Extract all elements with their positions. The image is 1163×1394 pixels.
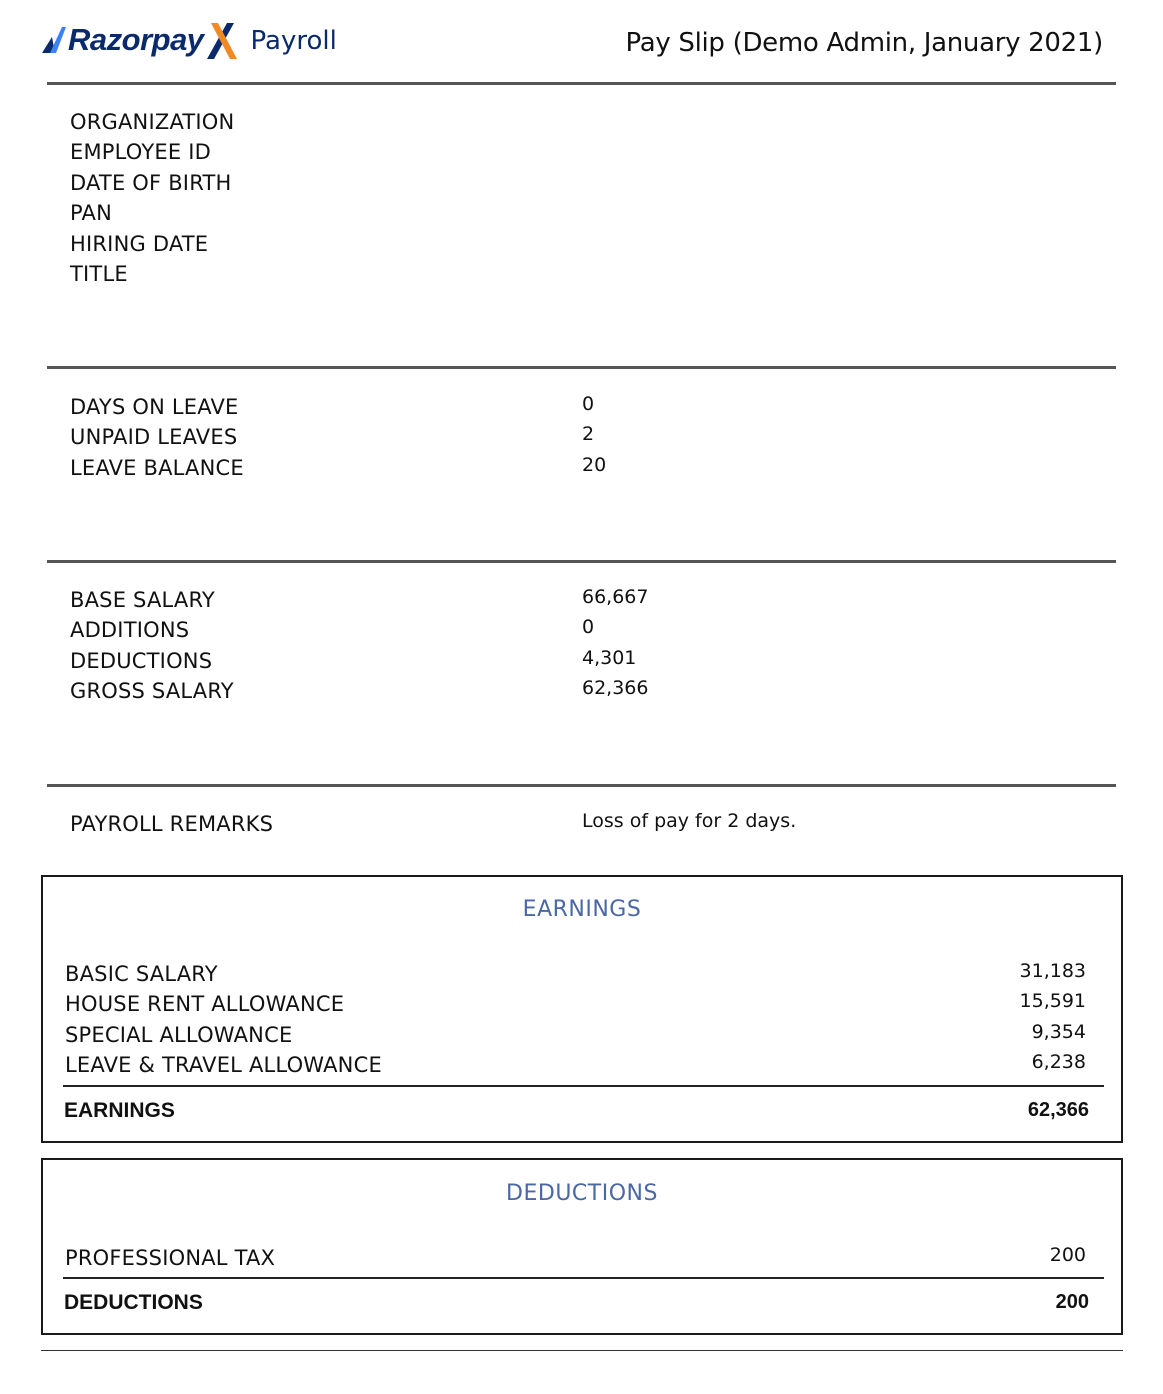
label-pan: PAN [70, 201, 112, 226]
label-organization: ORGANIZATION [70, 110, 235, 134]
deductions-values [1050, 1240, 1086, 1270]
label-base-salary: BASE SALARY [70, 588, 215, 612]
label-title: TITLE [70, 261, 128, 286]
deductions-labels [65, 1243, 275, 1273]
label-leave-balance: LEAVE BALANCE [70, 455, 244, 480]
deductions-total-value: 200 [1055, 1291, 1089, 1313]
remarks-value-wrap [582, 806, 796, 836]
deductions-title: DEDUCTIONS [506, 1181, 658, 1206]
earnings-label-hra: HOUSE RENT ALLOWANCE [65, 992, 345, 1017]
label-unpaid-leaves: UNPAID LEAVES [70, 425, 238, 450]
value-days-on-leave: 0 [582, 393, 595, 415]
label-days-on-leave: DAYS ON LEAVE [70, 395, 239, 419]
earnings-labels [65, 959, 382, 1081]
page-title: Pay Slip (Demo Admin, January 2021) [625, 28, 1103, 58]
value-unpaid-leaves: 2 [582, 423, 595, 446]
earnings-values [1020, 956, 1086, 1078]
value-deductions: 4,301 [582, 646, 637, 669]
product-name: Payroll [250, 26, 337, 56]
remarks-label-wrap [70, 809, 273, 839]
label-employee-id: EMPLOYEE ID [70, 140, 211, 165]
earnings-value-lta: 6,238 [1031, 1051, 1086, 1074]
deductions-box [41, 1158, 1123, 1335]
section-divider-2 [47, 560, 1116, 563]
earnings-title: EARNINGS [522, 897, 642, 922]
earnings-label-basic-salary: BASIC SALARY [65, 962, 218, 986]
brand-x-icon [205, 21, 239, 61]
earnings-total-value: 62,366 [1027, 1099, 1089, 1121]
earnings-value-hra: 15,591 [1019, 990, 1086, 1013]
earnings-value-basic-salary: 31,183 [1019, 960, 1086, 982]
value-gross-salary: 62,366 [582, 677, 649, 700]
salary-labels [70, 585, 234, 707]
value-base-salary: 66,667 [582, 586, 649, 608]
section-divider-3 [47, 784, 1116, 787]
value-leave-balance: 20 [582, 453, 607, 476]
salary-values [582, 582, 648, 704]
earnings-label-lta: LEAVE & TRAVEL ALLOWANCE [65, 1053, 382, 1078]
footer-divider [41, 1350, 1123, 1351]
header-divider [47, 82, 1116, 85]
earnings-value-special-allowance: 9,354 [1031, 1020, 1086, 1043]
section-divider-1 [47, 366, 1116, 369]
value-payroll-remarks: Loss of pay for 2 days. [582, 810, 797, 832]
razorpay-logo-icon [40, 25, 66, 55]
label-payroll-remarks: PAYROLL REMARKS [70, 812, 274, 836]
brand-logo [40, 18, 337, 62]
leave-labels [70, 392, 244, 483]
label-date-of-birth: DATE OF BIRTH [70, 170, 232, 195]
earnings-total-divider [63, 1085, 1104, 1087]
label-additions: ADDITIONS [70, 618, 190, 643]
employee-labels [70, 107, 234, 289]
earnings-box [41, 875, 1123, 1143]
value-additions: 0 [582, 616, 595, 639]
label-deductions: DEDUCTIONS [70, 648, 213, 673]
deductions-total-divider [63, 1277, 1104, 1279]
earnings-total-label: EARNINGS [64, 1099, 175, 1122]
label-gross-salary: GROSS SALARY [70, 679, 234, 704]
brand-name: Razorpay [68, 22, 204, 57]
earnings-label-special-allowance: SPECIAL ALLOWANCE [65, 1022, 293, 1047]
deductions-total-label: DEDUCTIONS [64, 1291, 203, 1314]
label-hiring-date: HIRING DATE [70, 231, 209, 256]
deductions-value-professional-tax: 200 [1049, 1244, 1086, 1266]
deductions-label-professional-tax: PROFESSIONAL TAX [65, 1246, 276, 1270]
leave-values [582, 389, 606, 480]
